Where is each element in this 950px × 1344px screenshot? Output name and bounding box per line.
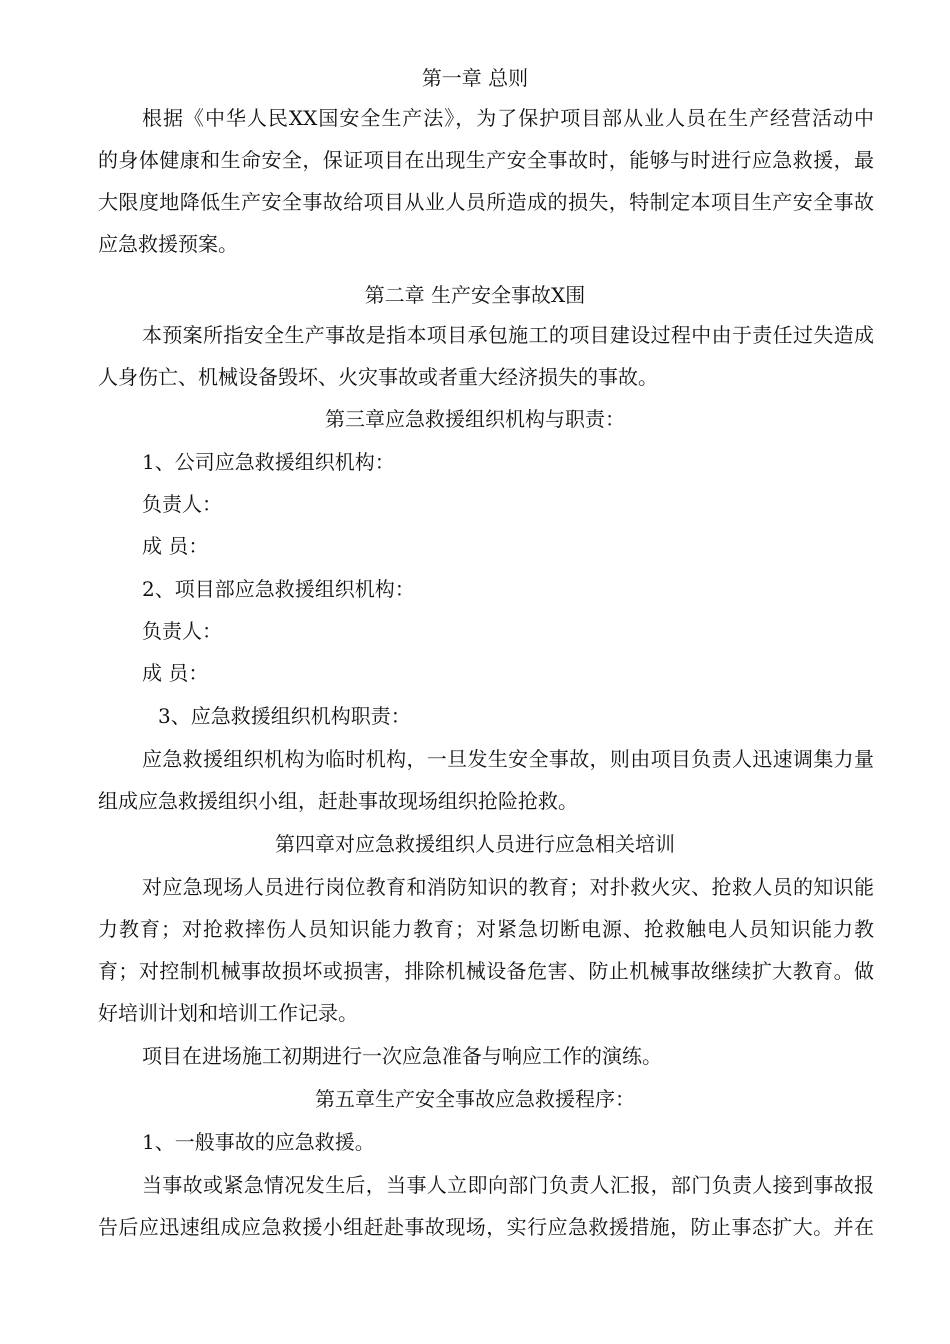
chapter-4-paragraph-line-4: 好培训计划和培训工作记录。 <box>98 1001 358 1025</box>
chapter-2-paragraph-line-1: 本预案所指安全生产事故是指本项目承包施工的项目建设过程中由于责任过失造成 <box>142 323 874 347</box>
chapter-1-heading: 第一章 总则 <box>421 66 529 90</box>
chapter-3-company-leader: 负责人： <box>142 492 222 516</box>
chapter-5-heading: 第五章生产安全事故应急救援程序： <box>315 1087 635 1111</box>
chapter-5-paragraph-line-2: 告后应迅速组成应急救援小组赶赴事故现场，实行应急救援措施，防止事态扩大。并在 <box>98 1215 874 1239</box>
chapter-4-paragraph-line-2: 力教育；对抢救摔伤人员知识能力教育；对紧急切断电源、抢救触电人员知识能力教 <box>98 917 874 941</box>
chapter-3-heading: 第三章应急救援组织机构与职责： <box>325 407 625 431</box>
chapter-3-project-leader: 负责人： <box>142 619 222 643</box>
chapter-3-item-1: 1、公司应急救援组织机构： <box>142 450 395 474</box>
chapter-4-paragraph-line-3: 育；对控制机械事故损坏或损害，排除机械设备危害、防止机械事故继续扩大教育。做 <box>98 959 874 983</box>
chapter-1-paragraph-line-4: 应急救援预案。 <box>98 232 238 256</box>
chapter-3-item-3: 3、应急救援组织机构职责： <box>158 704 411 728</box>
chapter-2-paragraph-line-2: 人身伤亡、机械设备毁坏、火灾事故或者重大经济损失的事故。 <box>98 365 658 389</box>
chapter-4-paragraph-2: 项目在进场施工初期进行一次应急准备与响应工作的演练。 <box>142 1044 662 1068</box>
chapter-3-project-members: 成 员： <box>142 661 209 685</box>
chapter-4-paragraph-line-1: 对应急现场人员进行岗位教育和消防知识的教育；对扑救火灾、抢救人员的知识能 <box>142 875 874 899</box>
chapter-1-paragraph-line-1: 根据《中华人民XX国安全生产法》，为了保护项目部从业人员在生产经营活动中 <box>142 106 874 130</box>
chapter-2-heading: 第二章 生产安全事故X围 <box>364 283 586 307</box>
chapter-5-paragraph-line-1: 当事故或紧急情况发生后，当事人立即向部门负责人汇报，部门负责人接到事故报 <box>142 1173 874 1197</box>
chapter-3-paragraph-line-1: 应急救援组织机构为临时机构，一旦发生安全事故，则由项目负责人迅速调集力量 <box>142 747 874 771</box>
chapter-1-paragraph-line-3: 大限度地降低生产安全事故给项目从业人员所造成的损失，特制定本项目生产安全事故 <box>98 190 874 214</box>
chapter-5-item-1: 1、一般事故的应急救援。 <box>142 1130 375 1154</box>
chapter-3-company-members: 成 员： <box>142 534 209 558</box>
chapter-3-paragraph-line-2: 组成应急救援组织小组，赶赴事故现场组织抢险抢救。 <box>98 789 578 813</box>
chapter-4-heading: 第四章对应急救援组织人员进行应急相关培训 <box>275 832 675 856</box>
chapter-3-item-2: 2、项目部应急救援组织机构： <box>142 577 415 601</box>
chapter-1-paragraph-line-2: 的身体健康和生命安全，保证项目在出现生产安全事故时，能够与时进行应急救援，最 <box>98 148 874 172</box>
